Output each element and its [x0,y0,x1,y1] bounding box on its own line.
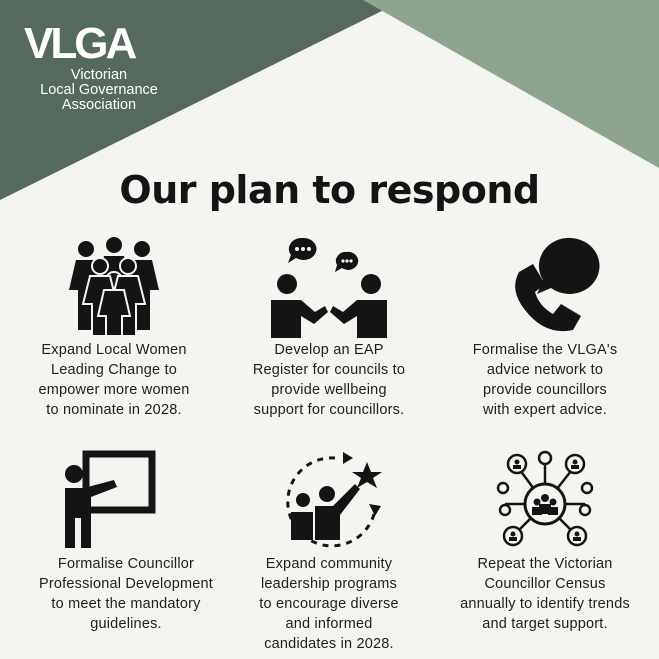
caption-line: advice network to [486,362,604,378]
caption-line: to encourage diverse [259,596,399,612]
caption-line: Repeat the Victorian [477,556,613,572]
presenter-board-icon [56,448,156,548]
caption-line: provide wellbeing [271,382,387,398]
caption-line: Professional Development [38,576,214,592]
plan-item-caption [219,340,439,420]
caption-line: with expert advice. [483,402,607,418]
two-people-talking-icon [269,238,389,338]
caption-line: Expand Local Women [41,342,187,358]
caption-line: support for councillors. [253,402,405,418]
caption-line: Formalise the VLGA's [472,342,618,358]
caption-line: and target support. [482,616,608,632]
caption-line: Expand community [265,556,393,572]
light-green-shape [363,0,659,168]
vlga-logo [24,19,174,114]
logo-line: Association [61,97,137,113]
plan-item-caption [16,554,236,634]
plan-item-caption [435,340,655,420]
group-of-women-icon [64,236,164,338]
page-title: Our plan to respond [119,168,540,212]
caption-line: provide councillors [483,382,607,398]
plan-item-caption [219,554,439,654]
logo-line: Local Governance [40,82,158,98]
plan-item-caption [435,554,655,634]
caption-line: guidelines. [90,616,162,632]
plan-item-caption [4,340,224,420]
caption-line: leadership programs [261,576,397,592]
logo-line: Victorian [70,67,128,83]
caption-line: Councillor Census [484,576,606,592]
caption-line: annually to identify trends [460,596,630,612]
caption-line: candidates in 2028. [264,636,394,652]
caption-line: Develop an EAP [274,342,384,358]
logo-subtitle [24,68,174,113]
caption-line: Register for councils to [252,362,406,378]
caption-line: and informed [285,616,373,632]
leadership-star-icon [275,450,385,550]
caption-line: Leading Change to [51,362,177,378]
caption-line: empower more women [38,382,190,398]
caption-line: Formalise Councillor [57,556,195,572]
people-network-icon [495,448,595,548]
phone-speech-bubble-icon [509,236,605,336]
caption-line: to nominate in 2028. [46,402,182,418]
caption-line: to meet the mandatory [51,596,201,612]
logo-mark: VLGA [24,19,135,68]
